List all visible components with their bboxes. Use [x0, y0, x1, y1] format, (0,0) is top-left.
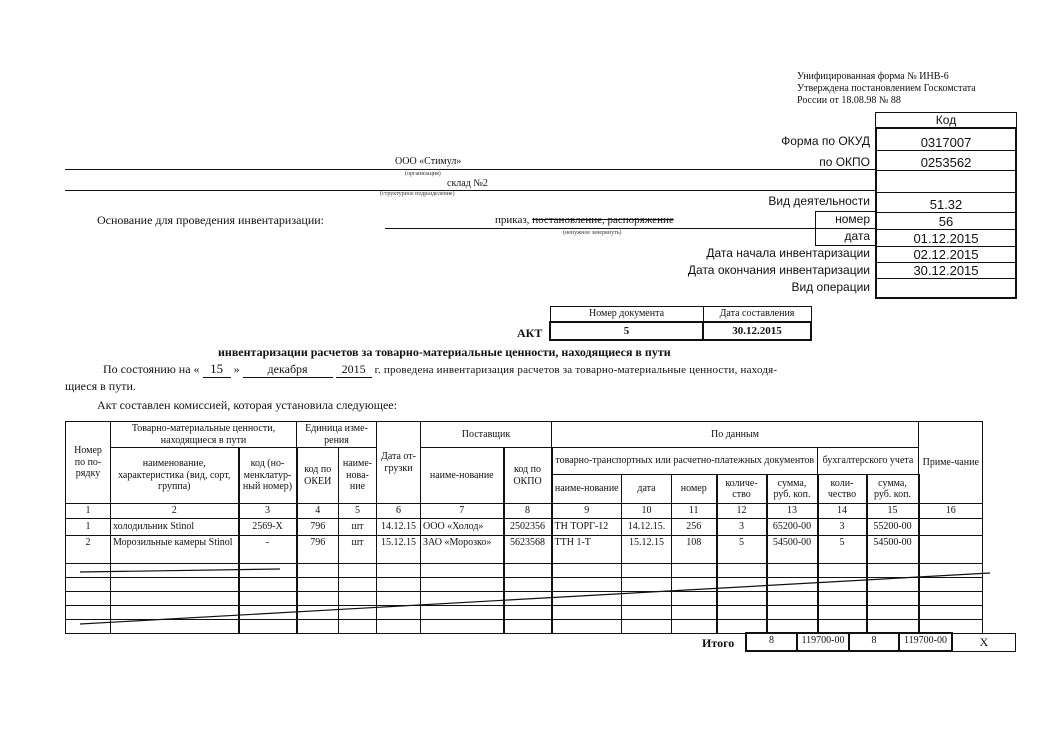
- cell: 5: [717, 535, 767, 563]
- cell: 15.12.15: [622, 535, 672, 563]
- cell: ООО «Холод»: [421, 518, 504, 535]
- basis-caption: (ненужное зачеркнуть): [563, 230, 622, 236]
- operation-label: Вид операции: [791, 280, 870, 294]
- col-number: 10: [622, 504, 672, 519]
- col-number: 3: [239, 504, 297, 519]
- division-caption: (структурное подразделение): [380, 191, 455, 197]
- hdr-ship-date: Дата от-грузки: [377, 422, 421, 504]
- statement-day: 15: [203, 361, 231, 378]
- cell: ЗАО «Морозко»: [421, 535, 504, 563]
- cell: 54500-00: [767, 535, 818, 563]
- org-caption: (организация): [405, 171, 441, 177]
- cell: 2569-Х: [239, 518, 297, 535]
- cell: 1: [66, 518, 111, 535]
- col-number: 5: [339, 504, 377, 519]
- totals-note: Х: [952, 633, 1016, 651]
- hdr-ttn-number: номер: [672, 475, 717, 504]
- hdr-acc-sum: сумма, руб. коп.: [867, 475, 919, 504]
- date-value: 01.12.2015: [913, 231, 979, 246]
- okud-label: Форма по ОКУД: [781, 134, 870, 148]
- cell: 256: [672, 518, 717, 535]
- commission-text: Акт составлен комиссией, которая установила следующее:: [97, 398, 397, 412]
- cell: 3: [717, 518, 767, 535]
- cell: -: [239, 535, 297, 563]
- cell: 796: [297, 535, 339, 563]
- cell: 14.12.15: [377, 518, 421, 535]
- statement-prefix: По состоянию на «: [103, 362, 200, 376]
- cell: Морозильные камеры Stinol: [111, 535, 239, 563]
- hdr-supplier-group: Поставщик: [421, 422, 552, 448]
- form-header-line1: Унифицированная форма № ИНВ-6: [797, 71, 949, 82]
- hdr-goods-name: наименование, характеристика (вид, сорт, группа): [111, 448, 239, 504]
- hdr-note: Приме-чание: [919, 422, 983, 504]
- hdr-acc-group: бухгалтерского учета: [818, 448, 919, 475]
- division-name: склад №2: [447, 178, 488, 189]
- start-date-value: 02.12.2015: [913, 247, 979, 262]
- cell: 2: [66, 535, 111, 563]
- akt-title: инвентаризации расчетов за товарно-материальные ценности, находящиеся в пути: [218, 345, 671, 359]
- hdr-goods-group: Товарно-материальные ценности, находящиеся в пути: [111, 422, 297, 448]
- col-number: 15: [867, 504, 919, 519]
- col-number: 4: [297, 504, 339, 519]
- basis-value-plain: приказ,: [495, 214, 530, 226]
- hdr-unit-okei: код по ОКЕИ: [297, 448, 339, 504]
- cell: ТН ТОРГ-12: [552, 518, 622, 535]
- cell: шт: [339, 518, 377, 535]
- hdr-acc-qty: коли-чество: [818, 475, 867, 504]
- hdr-num: Номер по по-рядку: [66, 422, 111, 504]
- cell: 796: [297, 518, 339, 535]
- end-date-label: Дата окончания инвентаризации: [687, 263, 870, 277]
- col-number: 9: [552, 504, 622, 519]
- kod-header: Код: [875, 112, 1017, 128]
- totals-table: [745, 632, 1016, 652]
- totals-ttn-qty: 8: [746, 633, 797, 651]
- col-number: 6: [377, 504, 421, 519]
- col-number: 16: [919, 504, 983, 519]
- strike-line-top: [80, 569, 280, 572]
- basis-value-struck: постановление, распоряжение: [532, 214, 674, 226]
- col-number: 12: [717, 504, 767, 519]
- cell: 65200-00: [767, 518, 818, 535]
- hdr-unit-group: Единица изме-рения: [297, 422, 377, 448]
- akt-label: АКТ: [517, 326, 543, 340]
- number-label: номер: [835, 212, 870, 226]
- cell: 5623568: [504, 535, 552, 563]
- akt-date-header: Дата составления: [703, 307, 811, 322]
- activity-value: 51.32: [929, 197, 963, 212]
- cell: 2502356: [504, 518, 552, 535]
- strike-line-diagonal: [80, 573, 990, 624]
- okpo-value: 0253562: [920, 155, 972, 170]
- hdr-ttn-qty: количе-ство: [717, 475, 767, 504]
- hdr-supplier-name: наиме-нование: [421, 448, 504, 504]
- col-number: 13: [767, 504, 818, 519]
- activity-label: Вид деятельности: [768, 194, 870, 208]
- statement-year: 2015: [336, 362, 372, 378]
- start-date-label: Дата начала инвентаризации: [706, 246, 870, 260]
- statement-suffix: г. проведена инвентаризация расчетов за товарно-материальные ценности, находя-: [374, 364, 778, 376]
- form-header-line3: России от 18.08.98 № 88: [797, 95, 901, 106]
- totals-acc-qty: 8: [849, 633, 899, 651]
- cell: 54500-00: [867, 535, 919, 563]
- akt-date: 30.12.2015: [703, 322, 811, 340]
- cell: 15.12.15: [377, 535, 421, 563]
- col-number: 1: [66, 504, 111, 519]
- totals-acc-sum: 119700-00: [899, 633, 952, 651]
- col-number: 11: [672, 504, 717, 519]
- hdr-ttn-group: товарно-транспортных или расчетно-платежных документов: [552, 448, 818, 475]
- hdr-supplier-okpo: код по ОКПО: [504, 448, 552, 504]
- okud-value: 0317007: [920, 135, 972, 150]
- cell: 55200-00: [867, 518, 919, 535]
- cell: холодильник Stinol: [111, 518, 239, 535]
- col-number: 2: [111, 504, 239, 519]
- number-value: 56: [938, 214, 954, 229]
- cell: ТТН 1-Т: [552, 535, 622, 563]
- akt-docnum-header: Номер документа: [550, 307, 703, 322]
- cell: 108: [672, 535, 717, 563]
- date-label: дата: [844, 229, 870, 243]
- cell: 14.12.15.: [622, 518, 672, 535]
- col-number: 14: [818, 504, 867, 519]
- col-number: 7: [421, 504, 504, 519]
- hdr-ttn-date: дата: [622, 475, 672, 504]
- hdr-unit-name: наиме-нова-ние: [339, 448, 377, 504]
- statement-month: декабря: [243, 362, 333, 378]
- akt-docnum: 5: [550, 322, 703, 340]
- statement-quote: »: [233, 362, 240, 376]
- hdr-by-data: По данным: [552, 422, 919, 448]
- statement-continuation: щиеся в пути.: [65, 379, 136, 393]
- cell: шт: [339, 535, 377, 563]
- end-date-value: 30.12.2015: [913, 263, 979, 278]
- col-number: 8: [504, 504, 552, 519]
- cell: 5: [818, 535, 867, 563]
- form-header-line2: Утверждена постановлением Госкомстата: [797, 83, 976, 94]
- totals-label: Итого: [702, 636, 735, 650]
- cell: 3: [818, 518, 867, 535]
- basis-label: Основание для проведения инвентаризации:: [97, 213, 325, 227]
- totals-ttn-sum: 119700-00: [797, 633, 849, 651]
- org-name: ООО «Стимул»: [395, 156, 462, 167]
- hdr-ttn-sum: сумма, руб. коп.: [767, 475, 818, 504]
- okpo-label: по ОКПО: [819, 155, 870, 169]
- hdr-ttn-name: наиме-нование: [552, 475, 622, 504]
- hdr-goods-code: код (но-менклатур-ный номер): [239, 448, 297, 504]
